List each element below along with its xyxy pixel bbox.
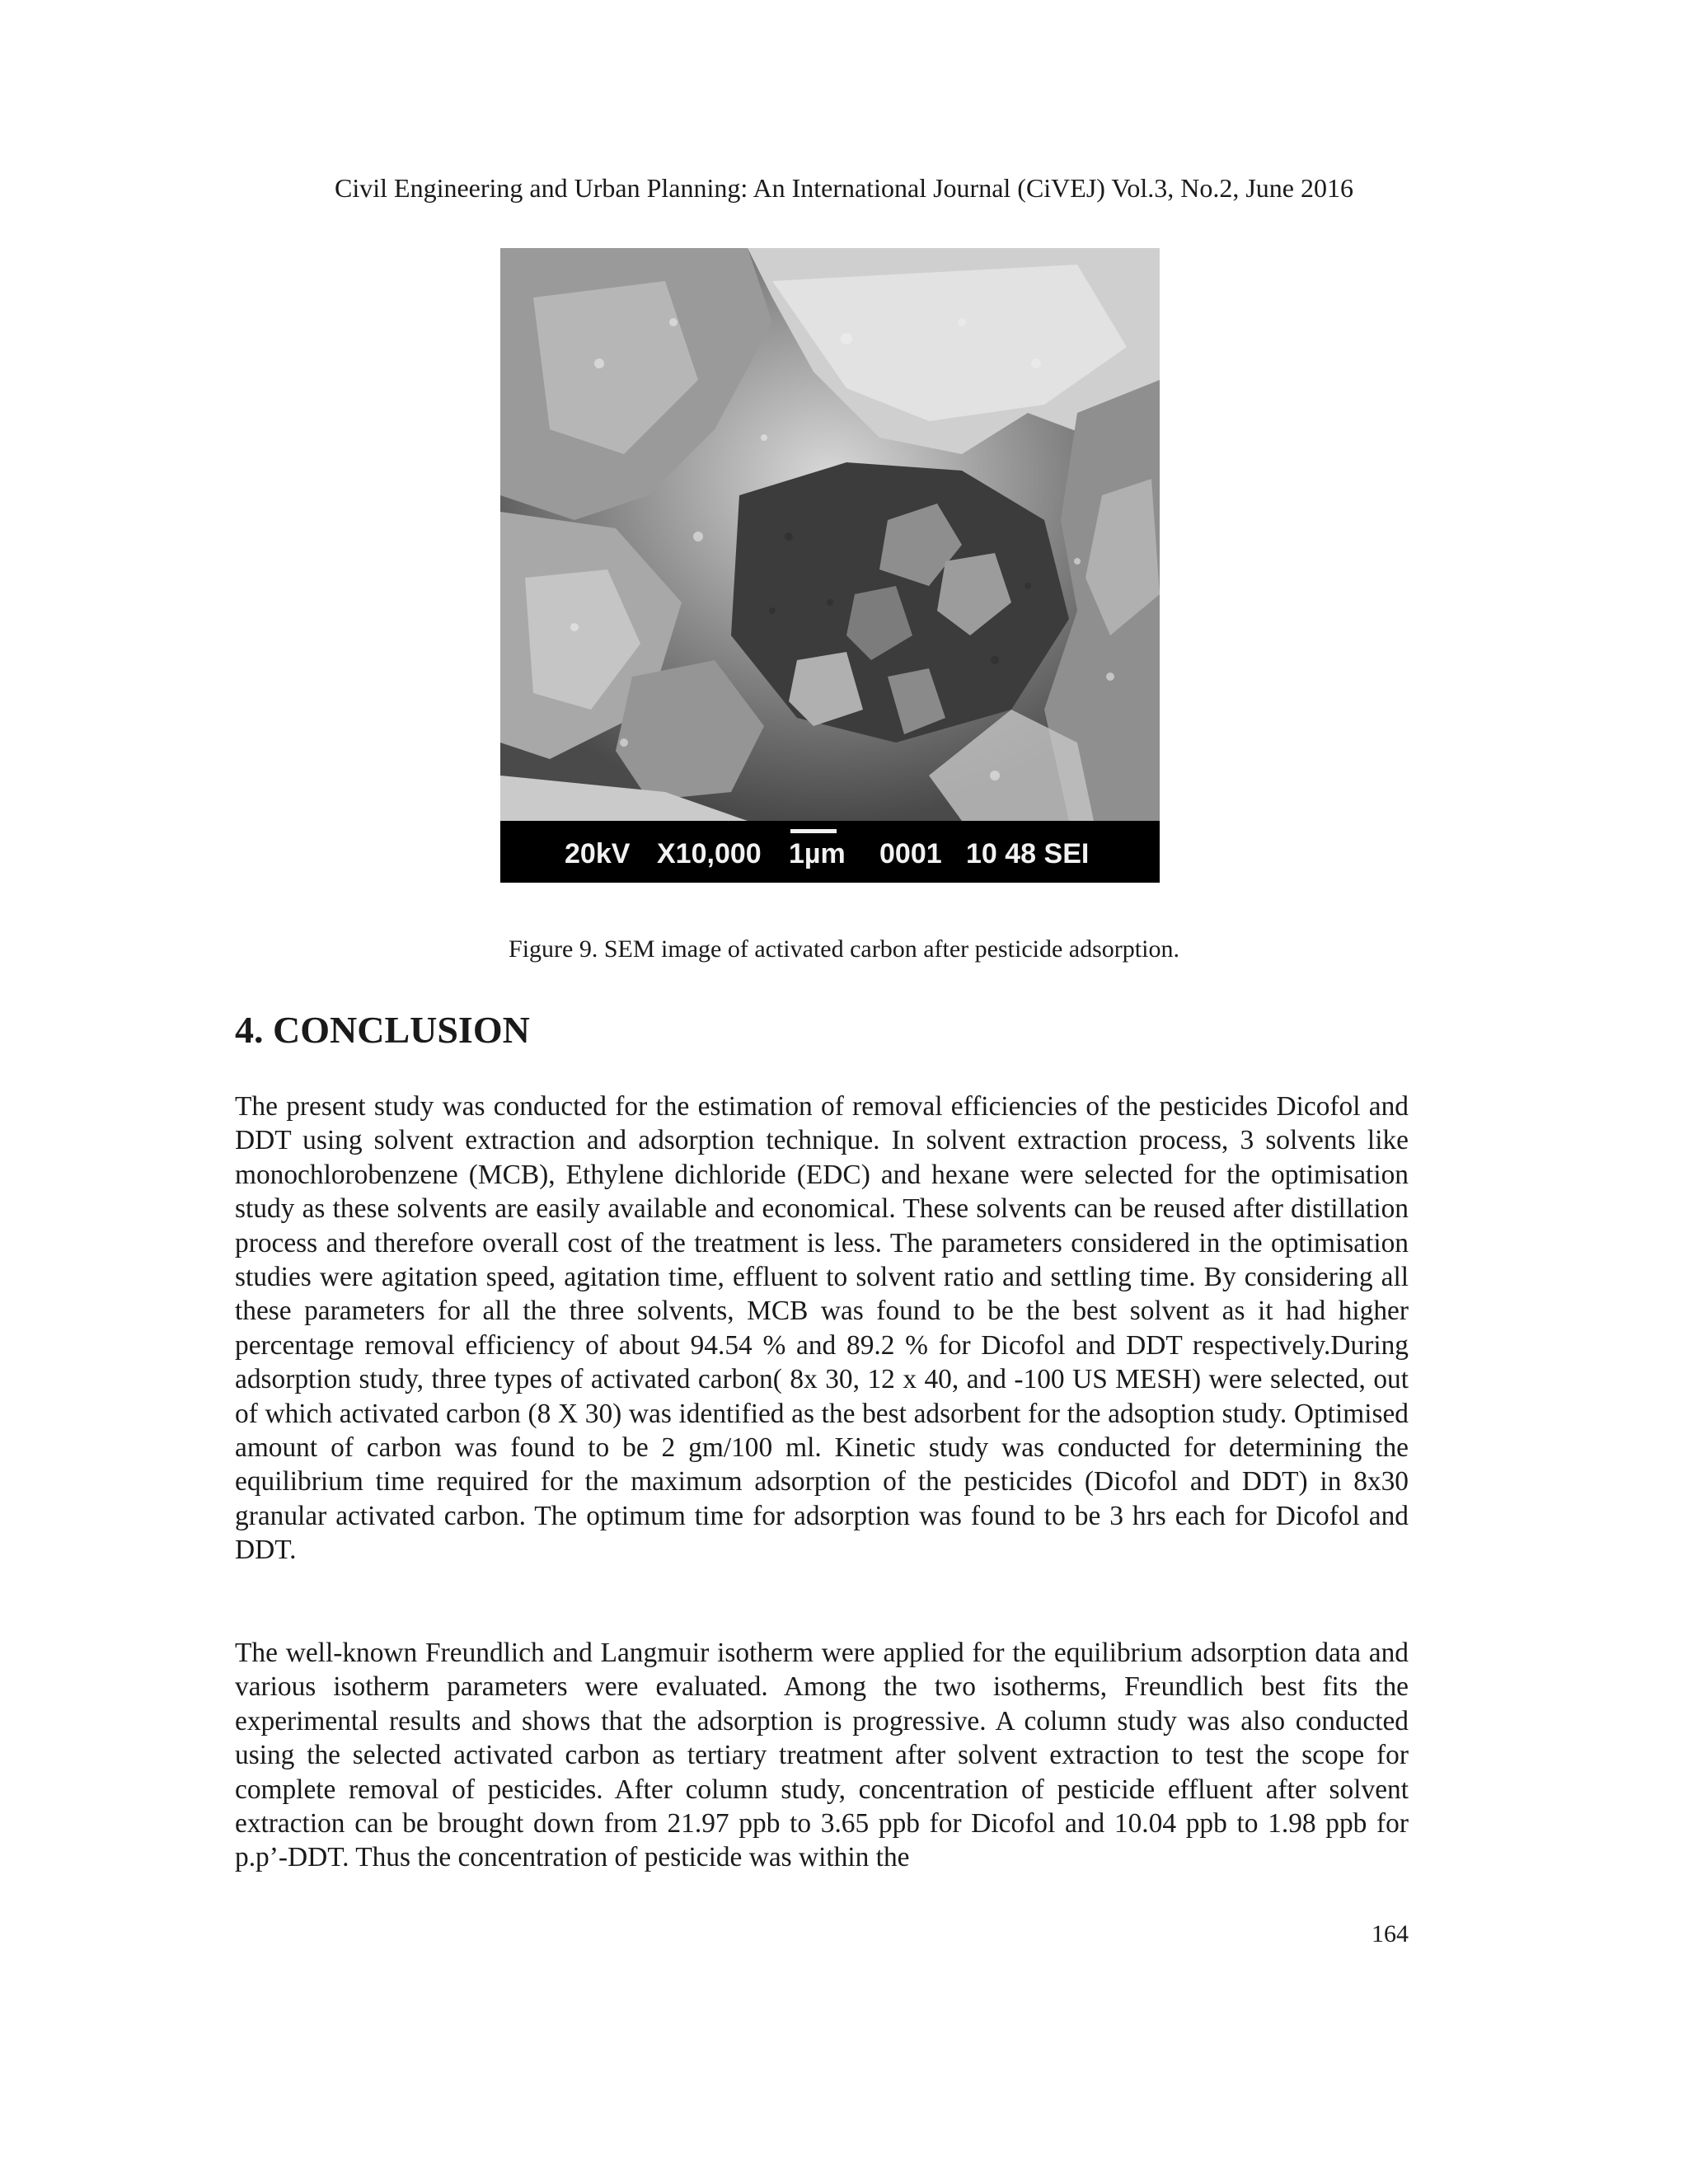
body-paragraph-2: The well-known Freundlich and Langmuir isotherm were applied for the equilibrium adsorption data and various isotherm parameters were evaluated. Among the two isotherms, Freundlich best fits the experimental results and shows that the adsorption is progressive. A column study was also conducted using the selected activated carbon as tertiary treatment after solvent extraction to test the scope for complete removal of pesticides. After column study, concentration of pesticide effluent after solvent extraction can be brought down from 21.97 ppb to 3.65 ppb for Dicofol and 10.04 ppb to 1.98 ppb for p.p’-DDT. Thus the concentration of pesticide was within the [235,1638,1409,1873]
section-heading: 4. CONCLUSION [235,1009,530,1051]
figure-caption: Figure 9. SEM image of activated carbon after pesticide adsorption. [509,935,1179,963]
sem-working-distance: 10 48 SEI [966,838,1090,869]
sem-figure [500,248,1160,883]
sem-image-number: 0001 [879,838,942,869]
page-number: 164 [1372,1920,1409,1947]
sem-scale-label: 1µm [789,838,846,869]
sem-magnification: X10,000 [657,838,762,869]
body-paragraph-1: The present study was conducted for the estimation of removal efficiencies of the pesticides Dicofol and DDT using solvent extraction and adsorption technique. In solvent extraction process, 3 solvents like monochlorobenzene (MCB), Ethylene dichloride (EDC) and hexane were selected for the optimisation study as these solvents are easily available and economical. These solvents can be reused after distillation process and therefore overall cost of the treatment is less. The parameters considered in the optimisation studies were agitation speed, agitation time, effluent to solvent ratio and settling time. By considering all these parameters for all the three solvents, MCB was found to be the best solvent as it had higher percentage removal efficiency of about 94.54 % and 89.2 % for Dicofol and DDT respectively.During adsorption study, three types of activated carbon( 8x 30, 12 x 40, and -100 US MESH) were selected, out of which activated carbon (8 X 30) was identified as the best adsorbent for the adsoption study. Optimised amount of carbon was found to be 2 gm/100 ml. Kinetic study was conducted for determining the equilibrium time required for the maximum adsorption of the pesticides (Dicofol and DDT) in 8x30 granular activated carbon. The optimum time for adsorption was found to be 3 hrs each for Dicofol and DDT. [235,1091,1409,1566]
running-header: Civil Engineering and Urban Planning: An International Journal (CiVEJ) Vol.3, No.2, June 2016 [335,173,1353,203]
sem-info-bar [500,821,1160,883]
sem-voltage: 20kV [565,838,631,869]
sem-scale-line [790,829,837,833]
sem-micrograph [500,248,1160,821]
